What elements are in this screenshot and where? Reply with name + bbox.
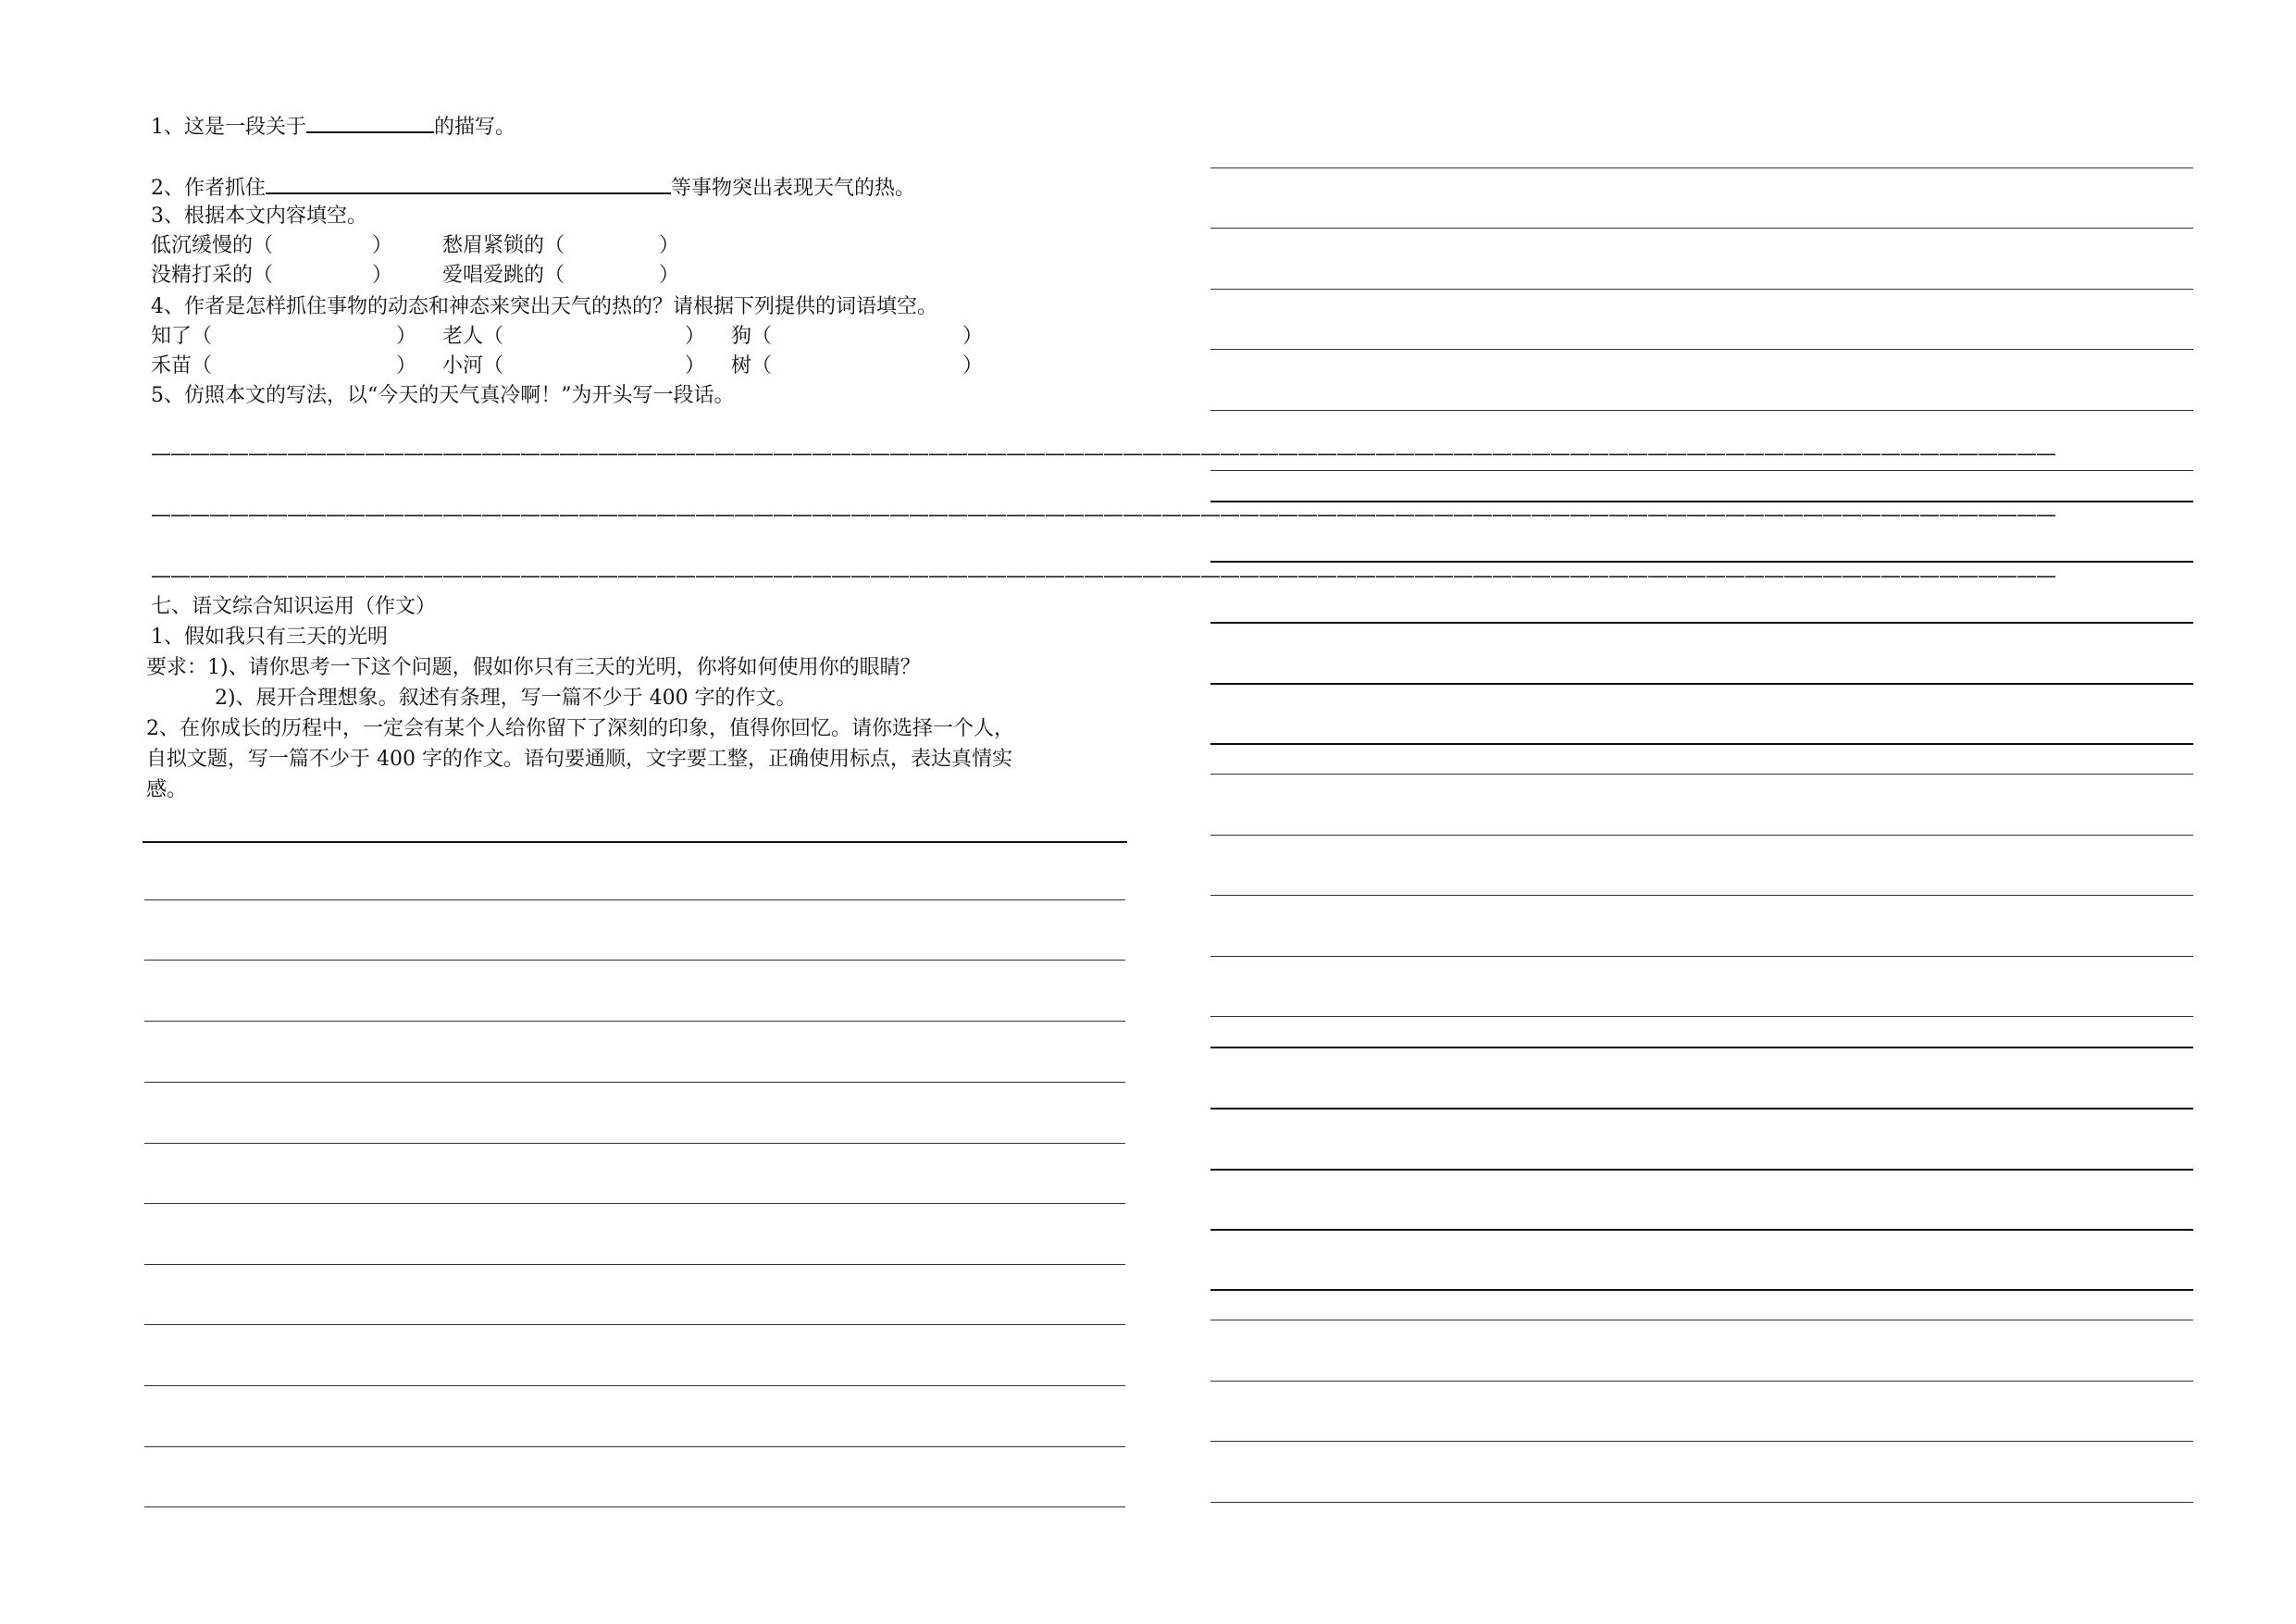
essay-line-right	[1210, 622, 2193, 624]
essay-line-top	[143, 841, 1127, 843]
question-3-item-1-close: ）	[372, 234, 393, 257]
question-3-item-4-open: 爱唱爱跳的（	[442, 264, 565, 287]
essay-line-right	[1210, 561, 2193, 563]
question-4-item-2-open: 老人（	[442, 325, 504, 348]
essay-line-right	[1210, 289, 2193, 290]
question-1-suffix: 的描写。	[434, 116, 516, 139]
answer-dash-line-3[interactable]: ——————————————————————————————————————————————————————————————————————————————————————————————————	[151, 564, 2055, 588]
essay-prompt-2-line-3: 感。	[146, 778, 188, 801]
question-4-item-6-close: ）	[962, 354, 984, 378]
essay-prompt-2-line-1: 2、在你成长的历程中，一定会有某个人给你留下了深刻的印象，值得你回忆。请你选择一个人，	[146, 717, 1015, 740]
question-3-item-1-open: 低沉缓慢的（	[151, 234, 274, 257]
essay-line-right	[1210, 774, 2193, 775]
question-4-item-4-open: 禾苗（	[151, 354, 213, 378]
question-4-item-3-close: ）	[962, 325, 984, 348]
question-3-item-3-open: 没精打采的（	[151, 264, 274, 287]
essay-line-right	[1210, 1289, 2193, 1291]
question-5-title: 5、仿照本文的写法，以“今天的天气真冷啊！”为开头写一段话。	[151, 384, 735, 407]
question-1	[151, 111, 515, 141]
essay-line	[144, 1385, 1125, 1386]
essay-line	[144, 1021, 1125, 1022]
essay-line-right	[1210, 1108, 2193, 1110]
essay-line	[144, 899, 1125, 900]
essay-requirement-1: 要求：1)、请你思考一下这个问题，假如你只有三天的光明，你将如何使用你的眼睛？	[146, 656, 921, 679]
question-4-item-4-close: ）	[396, 354, 417, 378]
question-4-item-5-close: ）	[685, 354, 706, 378]
question-4-item-1-open: 知了（	[151, 325, 213, 348]
essay-line-right	[1210, 228, 2193, 229]
essay-line-right	[1210, 1229, 2193, 1231]
question-4-item-5-open: 小河（	[442, 354, 504, 378]
question-1-blank[interactable]	[306, 111, 434, 133]
essay-line-right	[1210, 1502, 2193, 1503]
essay-prompt-1: 1、假如我只有三天的光明	[151, 626, 388, 649]
essay-line	[144, 1264, 1125, 1265]
question-4-item-1-close: ）	[396, 325, 417, 348]
question-2-blank[interactable]	[266, 172, 671, 194]
essay-line-right	[1210, 349, 2193, 350]
answer-dash-line-1[interactable]: ——————————————————————————————————————————————————————————————————————————————————————————————————	[151, 442, 2055, 465]
essay-line-right	[1210, 743, 2193, 745]
essay-line-right	[1210, 956, 2193, 957]
question-2-suffix: 等事物突出表现天气的热。	[671, 177, 916, 200]
essay-line	[144, 1082, 1125, 1083]
essay-line-right	[1210, 1169, 2193, 1171]
question-4-title: 4、作者是怎样抓住事物的动态和神态来突出天气的热的？请根据下列提供的词语填空。	[151, 295, 937, 318]
essay-line	[144, 960, 1125, 961]
essay-line	[144, 1506, 1125, 1507]
question-3-item-3-close: ）	[372, 264, 393, 287]
question-4-item-6-open: 树（	[731, 354, 773, 378]
question-4-item-2-close: ）	[685, 325, 706, 348]
essay-line	[144, 1446, 1125, 1447]
essay-line-right	[1210, 1441, 2193, 1442]
question-3-item-2-close: ）	[659, 234, 680, 257]
question-1-prefix: 1、这是一段关于	[151, 116, 306, 139]
essay-line	[144, 1143, 1125, 1144]
essay-line-right	[1210, 501, 2193, 502]
question-3-title: 3、根据本文内容填空。	[151, 205, 367, 228]
essay-line-right	[1210, 835, 2193, 836]
essay-line-right	[1210, 1381, 2193, 1382]
essay-line-right	[1210, 1016, 2193, 1017]
essay-line-right	[1210, 470, 2193, 471]
essay-line-right	[1210, 683, 2193, 685]
essay-prompt-2-line-2: 自拟文题，写一篇不少于 400 字的作文。语句要通顺，文字要工整，正确使用标点，表达真情实	[146, 748, 1012, 771]
essay-line-right	[1210, 167, 2193, 168]
essay-requirement-2: 2)、展开合理想象。叙述有条理，写一篇不少于 400 字的作文。	[215, 687, 797, 710]
essay-line-right	[1210, 895, 2193, 896]
answer-dash-line-2[interactable]: ——————————————————————————————————————————————————————————————————————————————————————————————————	[151, 503, 2055, 527]
section-7-title: 七、语文综合知识运用（作文）	[151, 595, 437, 618]
essay-line-right	[1210, 410, 2193, 411]
essay-line	[144, 1324, 1125, 1325]
question-3-item-4-close: ）	[659, 264, 680, 287]
question-2	[151, 172, 915, 202]
question-3-item-2-open: 愁眉紧锁的（	[442, 234, 565, 257]
question-2-prefix: 2、作者抓住	[151, 177, 266, 200]
essay-line-right	[1210, 1047, 2193, 1048]
essay-line	[144, 1203, 1125, 1204]
question-4-item-3-open: 狗（	[731, 325, 773, 348]
